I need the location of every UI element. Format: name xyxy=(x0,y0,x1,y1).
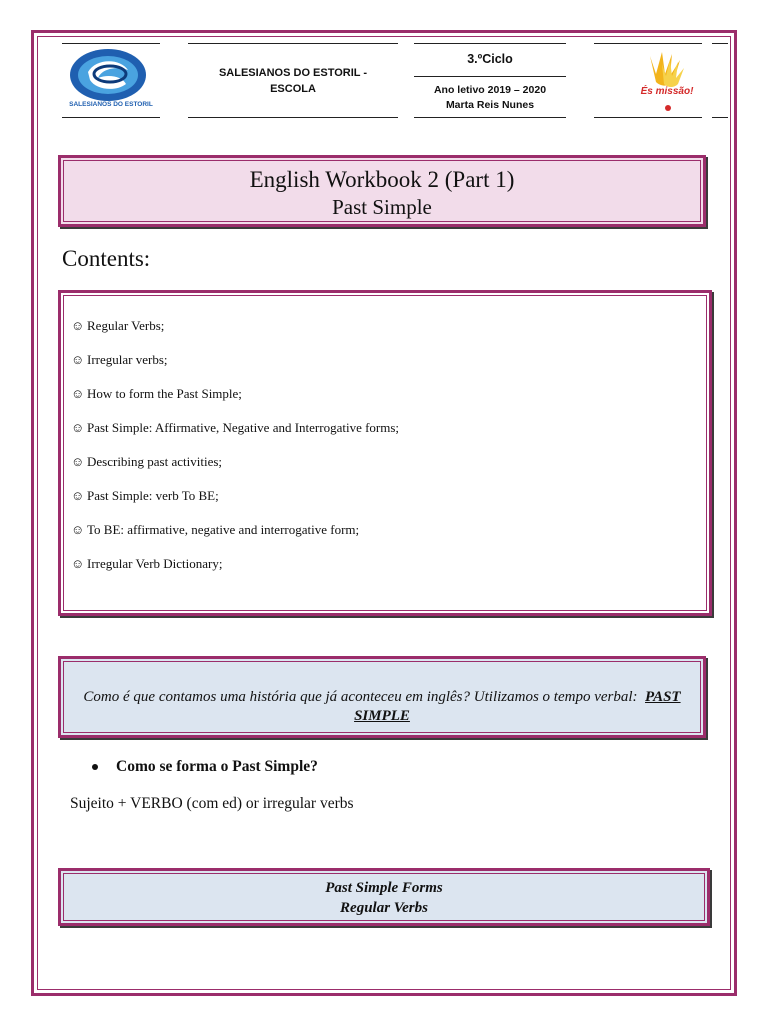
bullet-text: Como se forma o Past Simple? xyxy=(116,758,318,775)
contents-box xyxy=(58,290,712,616)
smiley-icon: ☺ xyxy=(71,318,85,333)
cycle-divider xyxy=(414,76,566,77)
contents-item-label: How to form the Past Simple; xyxy=(87,386,242,401)
bullet-icon xyxy=(92,764,98,770)
contents-heading: Contents: xyxy=(62,246,151,271)
contents-item xyxy=(71,522,399,556)
contents-item xyxy=(71,420,399,454)
smiley-icon: ☺ xyxy=(71,352,85,367)
smiley-icon: ☺ xyxy=(71,522,85,537)
question-body: Como é que contamos uma história que já aconteceu em inglês? Utilizamos o tempo verbal: xyxy=(83,689,638,705)
smiley-icon: ☺ xyxy=(71,420,85,435)
school-name-line2: ESCOLA xyxy=(270,82,316,95)
contents-item-label: Describing past activities; xyxy=(87,454,223,469)
cycle-title: 3.ºCiclo xyxy=(467,52,513,66)
teacher-name: Marta Reis Nunes xyxy=(445,99,535,111)
contents-item xyxy=(71,318,399,352)
workbook-title: English Workbook 2 (Part 1) xyxy=(249,167,515,192)
workbook-subtitle: Past Simple xyxy=(332,195,432,219)
cycle-cell xyxy=(414,43,566,118)
contents-item xyxy=(71,386,399,420)
past-simple-highlight: PAST SIMPLE xyxy=(354,689,681,724)
school-name xyxy=(188,43,398,118)
contents-item-label: Past Simple: Affirmative, Negative and Interrogative forms; xyxy=(87,420,400,435)
formula-text: Sujeito + VERBO (com ed) or irregular verbs xyxy=(70,795,354,812)
contents-item-label: Past Simple: verb To BE; xyxy=(87,488,219,503)
contents-item xyxy=(71,556,399,590)
mission-logo-text: És missão! xyxy=(640,86,694,97)
contents-item-label: Regular Verbs; xyxy=(87,318,165,333)
forms-box xyxy=(58,868,710,926)
contents-item-label: To BE: affirmative, negative and interrogative form; xyxy=(87,522,360,537)
school-name-line1: SALESIANOS DO ESTORIL - xyxy=(218,66,368,79)
hands-logo-icon xyxy=(632,46,702,116)
mission-logo xyxy=(594,43,728,118)
question-text xyxy=(69,688,695,726)
smiley-icon: ☺ xyxy=(71,488,85,503)
bullet-item xyxy=(92,758,318,776)
smiley-icon: ☺ xyxy=(71,386,85,401)
forms-title: Past Simple Forms xyxy=(325,880,443,896)
question-box xyxy=(58,656,706,738)
forms-subtitle: Regular Verbs xyxy=(340,900,428,916)
contents-list xyxy=(71,318,399,590)
school-logo xyxy=(62,43,160,118)
contents-item xyxy=(71,352,399,386)
contents-item xyxy=(71,454,399,488)
smiley-icon: ☺ xyxy=(71,454,85,469)
cycle-info xyxy=(414,83,566,113)
title-box xyxy=(58,155,706,227)
contents-item-label: Irregular verbs; xyxy=(87,352,168,367)
school-logo-text: SALESIANOS DO ESTORIL xyxy=(69,101,153,108)
smiley-icon: ☺ xyxy=(71,556,85,571)
contents-item-label: Irregular Verb Dictionary; xyxy=(87,556,223,571)
contents-item xyxy=(71,488,399,522)
school-year: Ano letivo 2019 – 2020 xyxy=(433,84,547,96)
